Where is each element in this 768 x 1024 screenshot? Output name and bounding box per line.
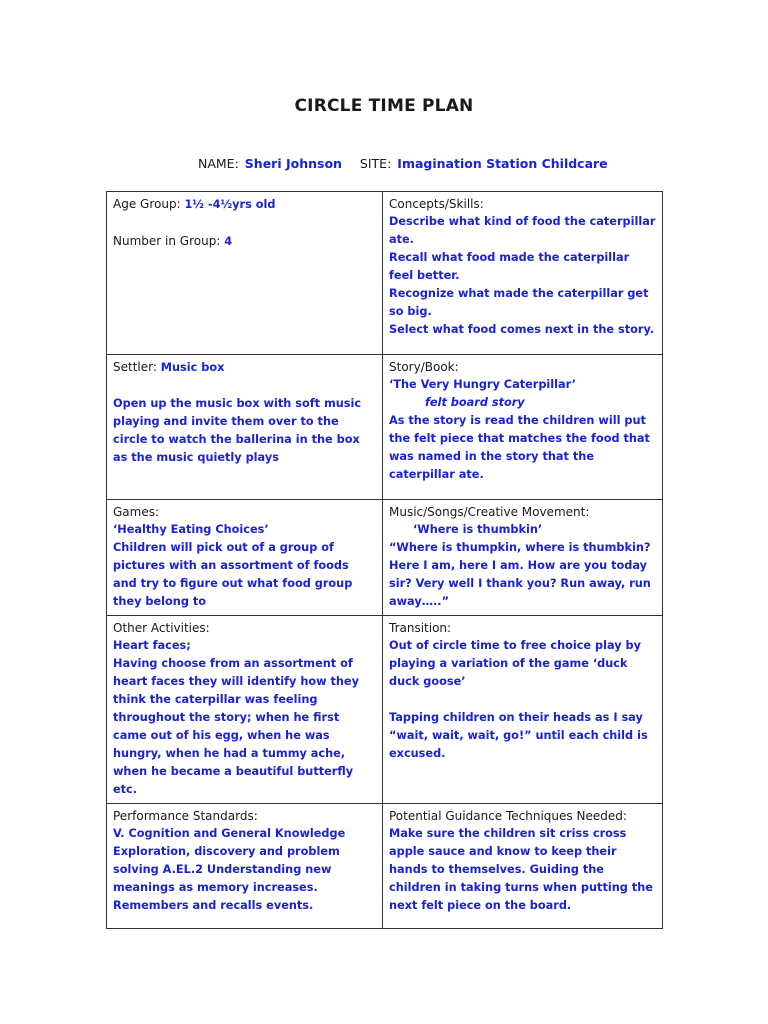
music-lyrics: “Where is thumpkin, where is thumbkin? Here I am, here I am. How are you today sir? Very well I thank you? Run away, run away…..” (389, 541, 651, 608)
name-value: Sheri Johnson (244, 156, 342, 171)
other-activities-name: Heart faces; (113, 639, 191, 652)
concept-line: Recognize what made the caterpillar get so big. (389, 287, 649, 318)
transition-label: Transition: (389, 621, 452, 635)
table-row (107, 616, 663, 804)
games-label: Games: (113, 505, 160, 519)
music-cell (383, 500, 663, 616)
guidance-label: Potential Guidance Techniques Needed: (389, 809, 627, 823)
performance-cell (107, 804, 383, 929)
name-label: NAME: (198, 156, 239, 171)
settler-body: Open up the music box with soft music playing and invite them over to the circle to watch the ballerina in the box as the music quietly plays (113, 397, 362, 464)
games-name: ‘Healthy Eating Choices’ (113, 523, 269, 536)
page-title: CIRCLE TIME PLAN (294, 96, 474, 116)
story-format: felt board story (425, 396, 525, 409)
concept-line: Describe what kind of food the caterpillar ate. (389, 215, 656, 246)
transition-body-2: Tapping children on their heads as I say “wait, wait, wait, go!” until each child is excused. (389, 711, 648, 760)
concepts-label: Concepts/Skills: (389, 197, 484, 211)
music-song-title: ‘Where is thumbkin’ (413, 523, 543, 536)
story-body: As the story is read the children will put the felt piece that matches the food that was named in the story that the caterpillar ate. (389, 414, 650, 481)
site-value: Imagination Station Childcare (397, 156, 608, 171)
settler-value: Music box (160, 361, 225, 374)
table-row (107, 192, 663, 355)
guidance-body: Make sure the children sit criss cross apple sauce and know to keep their hands to themselves. Guiding the children in taking turns when putting the next felt piece on the board. (389, 827, 653, 912)
story-cell (383, 355, 663, 500)
age-group-value: 1½ -4½yrs old (184, 198, 276, 211)
concepts-cell (383, 192, 663, 355)
story-label: Story/Book: (389, 360, 459, 374)
site-label: SITE: (359, 156, 392, 171)
story-book-title: ‘The Very Hungry Caterpillar’ (389, 378, 576, 391)
name-site-line (198, 156, 608, 171)
age-group-label: Age Group: (113, 197, 181, 211)
age-group-cell (107, 192, 383, 355)
settler-cell (107, 355, 383, 500)
other-activities-body: Having choose from an assortment of heart faces they will identify how they think the caterpillar was feeling throughout the story; when he first came out of his egg, when he was hungry, when he had a tummy ache, when he became a beautiful butterfly etc. (113, 657, 359, 796)
games-cell (107, 500, 383, 616)
other-activities-label: Other Activities: (113, 621, 210, 635)
table-row (107, 500, 663, 616)
guidance-cell (383, 804, 663, 929)
transition-cell (383, 616, 663, 804)
performance-body: V. Cognition and General Knowledge Exploration, discovery and problem solving A.EL.2 Understanding new meanings as memory increases. Remembers and recalls events. (113, 827, 346, 912)
table-row (107, 355, 663, 500)
settler-label: Settler: (113, 360, 157, 374)
other-activities-cell (107, 616, 383, 804)
performance-label: Performance Standards: (113, 809, 258, 823)
plan-table (106, 191, 663, 929)
games-body: Children will pick out of a group of pictures with an assortment of foods and try to figure out what food group they belong to (113, 541, 353, 608)
concept-line: Recall what food made the caterpillar feel better. (389, 251, 630, 282)
music-label: Music/Songs/Creative Movement: (389, 505, 590, 519)
number-in-group-label: Number in Group: (113, 234, 221, 248)
table-row (107, 804, 663, 929)
number-in-group-value: 4 (224, 235, 233, 248)
transition-body-1: Out of circle time to free choice play by playing a variation of the game ‘duck duck goose’ (389, 639, 642, 688)
concept-line: Select what food comes next in the story. (389, 323, 655, 336)
